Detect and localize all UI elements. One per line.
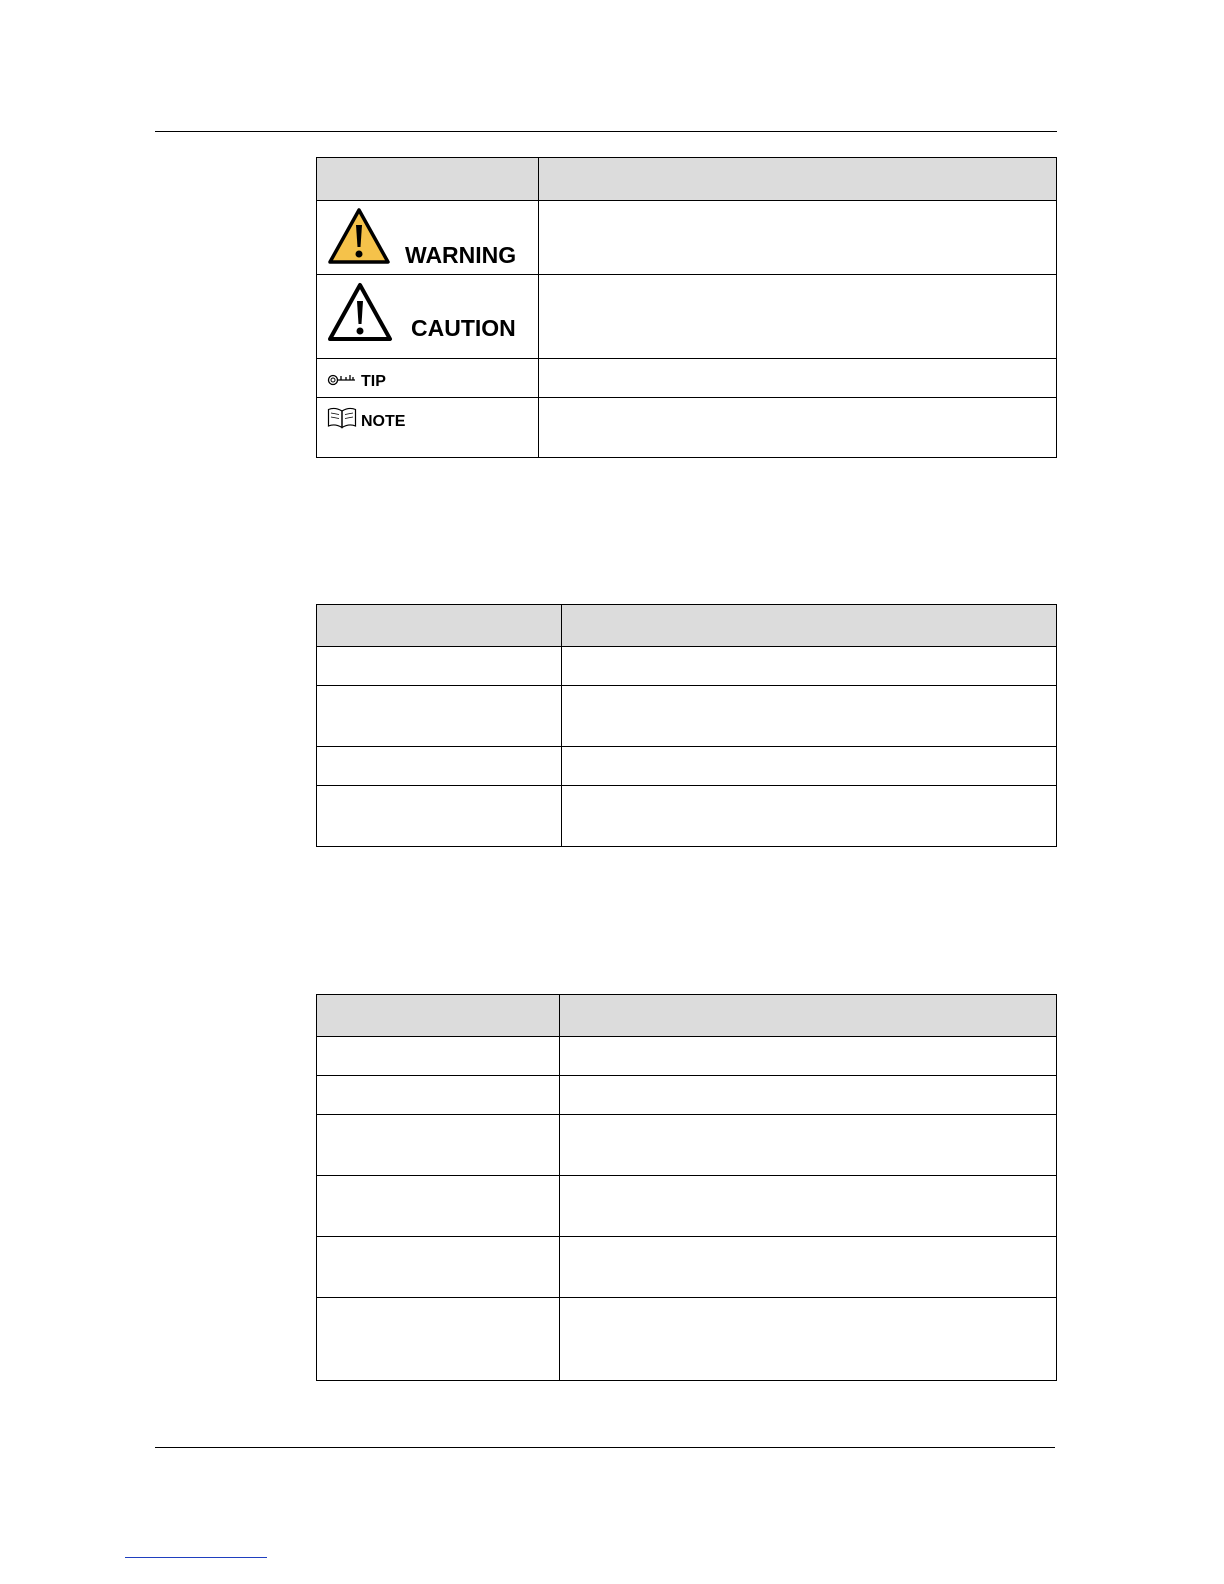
table-row [317, 1114, 1056, 1175]
column-divider [559, 995, 560, 1380]
open-book-icon [327, 407, 357, 434]
table-row-tip [317, 358, 1056, 397]
header-rule [155, 131, 1057, 132]
table-row [317, 646, 1056, 685]
warning-triangle-icon [327, 207, 391, 270]
symbol-conventions-table [316, 157, 1057, 458]
key-icon [327, 373, 357, 392]
table-header-row [317, 995, 1056, 1036]
warning-label: WARNING [405, 242, 517, 268]
table-row [317, 1297, 1056, 1380]
footer-rule [155, 1447, 1055, 1448]
table-header-row [317, 605, 1056, 646]
footer-link-underline[interactable] [125, 1557, 267, 1558]
caution-label: CAUTION [411, 315, 516, 341]
note-label: NOTE [361, 413, 406, 430]
table-row-warning [317, 200, 1056, 274]
table-row [317, 1075, 1056, 1114]
conventions-table-2 [316, 604, 1057, 847]
conventions-table-3 [316, 994, 1057, 1381]
table-row [317, 685, 1056, 746]
caution-triangle-icon [327, 282, 393, 347]
table-row [317, 1175, 1056, 1236]
table-row [317, 746, 1056, 785]
table-row [317, 1236, 1056, 1297]
table-row-note [317, 397, 1056, 457]
table-row-caution [317, 274, 1056, 358]
table-row [317, 1036, 1056, 1075]
column-divider [561, 605, 562, 846]
table-header-row [317, 158, 1056, 200]
table-row [317, 785, 1056, 846]
tip-label: TIP [361, 373, 386, 390]
column-divider [538, 158, 539, 457]
